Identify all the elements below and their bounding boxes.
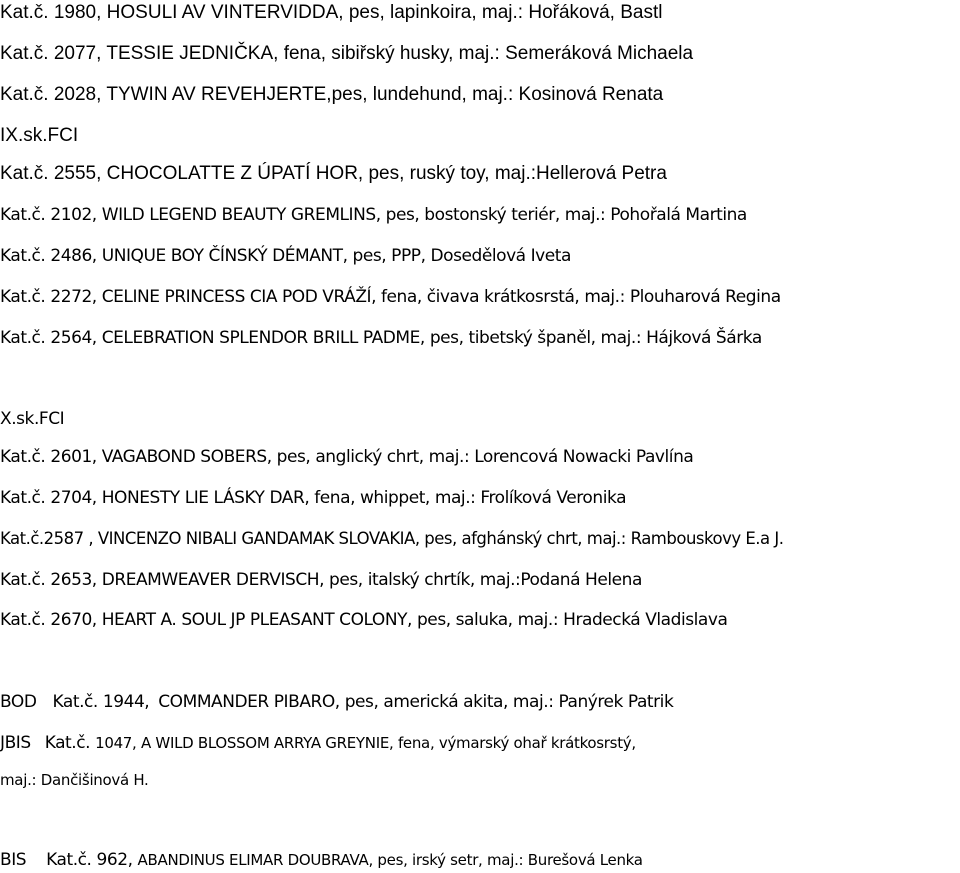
- award-entry: 1047, A WILD BLOSSOM ARRYA GREYNIE, fena, výmarský ohař krátkosrstý,: [95, 734, 636, 752]
- award-label: BIS: [0, 850, 27, 870]
- entry-line: Kat.č. 2486, UNIQUE BOY ČÍNSKÝ DÉMANT, pes, PPP, Dosedělová Iveta: [0, 246, 571, 266]
- award-jbis-line2: maj.: Dančišinová H.: [0, 771, 149, 789]
- entry-line: Kat.č. 2272, CELINE PRINCESS CIA POD VRÁŽÍ, fena, čivava krátkosrstá, maj.: Plouharová Regina: [0, 287, 781, 307]
- award-entry: COMMANDER PIBARO, pes, americká akita, maj.: Panýrek Patrik: [158, 692, 674, 712]
- award-bod: [0, 690, 673, 714]
- group-title: X.sk.FCI: [0, 409, 65, 429]
- entry-line: Kat.č. 2102, WILD LEGEND BEAUTY GREMLINS, pes, bostonský teriér, maj.: Pohořalá Martina: [0, 205, 747, 225]
- entry-line: Kat.č.2587 , VINCENZO NIBALI GANDAMAK SLOVAKIA, pes, afghánský chrt, maj.: Rambouskovy E.a J.: [0, 529, 784, 548]
- entry-line: Kat.č. 2028, TYWIN AV REVEHJERTE,pes, lundehund, maj.: Kosinová Renata: [0, 84, 664, 105]
- entry-line: Kat.č. 2077, TESSIE JEDNIČKA, fena, sibiřský husky, maj.: Semeráková Michaela: [0, 43, 694, 64]
- group-title: IX.sk.FCI: [0, 125, 79, 146]
- entry-line: Kat.č. 2555, CHOCOLATTE Z ÚPATÍ HOR, pes, ruský toy, maj.:Hellerová Petra: [0, 163, 667, 184]
- entry-line: Kat.č. 1980, HOSULI AV VINTERVIDDA, pes, lapinkoira, maj.: Hořáková, Bastl: [0, 2, 663, 23]
- entry-line: Kat.č. 2704, HONESTY LIE LÁSKY DAR, fena, whippet, maj.: Frolíková Veronika: [0, 488, 627, 508]
- award-kat: Kat.č. 962,: [46, 850, 133, 870]
- award-entry: ABANDINUS ELIMAR DOUBRAVA, pes, irský setr, maj.: Burešová Lenka: [137, 851, 643, 869]
- award-jbis: [0, 731, 636, 755]
- award-label: JBIS: [0, 733, 31, 753]
- entry-line: Kat.č. 2601, VAGABOND SOBERS, pes, anglický chrt, maj.: Lorencová Nowacki Pavlína: [0, 447, 694, 467]
- award-label: BOD: [0, 692, 37, 712]
- award-bis: [0, 848, 643, 872]
- award-kat: Kat.č.: [44, 733, 91, 753]
- award-kat: Kat.č. 1944,: [52, 692, 150, 712]
- entry-line: Kat.č. 2653, DREAMWEAVER DERVISCH, pes, italský chrtík, maj.:Podaná Helena: [0, 570, 642, 590]
- entry-line: Kat.č. 2670, HEART A. SOUL JP PLEASANT COLONY, pes, saluka, maj.: Hradecká Vladislava: [0, 610, 728, 630]
- entry-line: Kat.č. 2564, CELEBRATION SPLENDOR BRILL PADME, pes, tibetský španěl, maj.: Hájková Šárka: [0, 328, 762, 348]
